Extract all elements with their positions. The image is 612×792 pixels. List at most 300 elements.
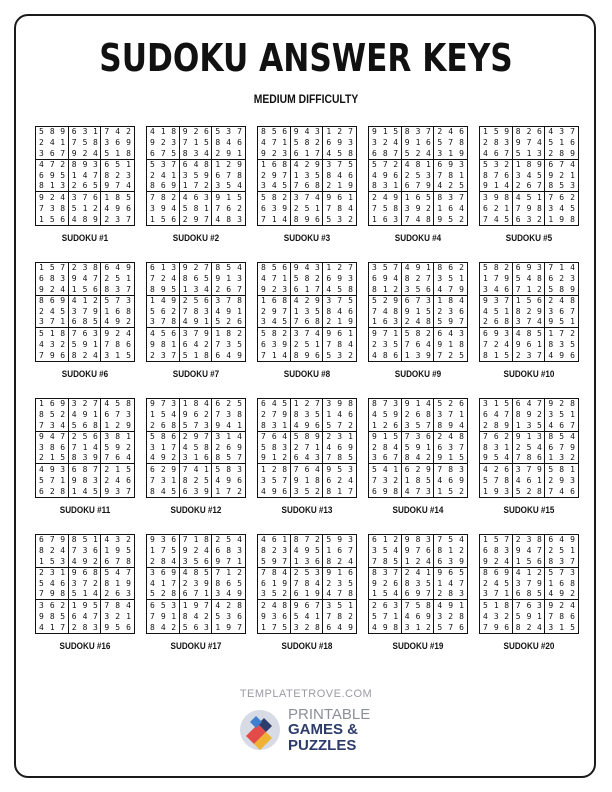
sudoku-cell: 2 — [261, 410, 266, 420]
sudoku-cell: 8 — [150, 622, 155, 632]
sudoku-cell: 8 — [483, 170, 488, 180]
sudoku-cell: 2 — [112, 421, 123, 432]
sudoku-cell: 2 — [226, 600, 232, 610]
sudoku-cell: 8 — [39, 296, 44, 306]
sudoku-cell: 2 — [169, 622, 180, 633]
sudoku-cell: 6 — [372, 486, 377, 496]
sudoku-cell: 6 — [82, 568, 88, 578]
sudoku-cell: 6 — [280, 263, 291, 274]
sudoku-cell: 3 — [215, 432, 221, 442]
sudoku-cell: 3 — [348, 138, 353, 148]
sudoku-cell: 6 — [570, 611, 575, 621]
sudoku-cell: 4 — [201, 546, 212, 557]
sudoku-cell: 5 — [437, 138, 443, 148]
sudoku-cell: 7 — [215, 568, 221, 578]
sudoku-cell: 2 — [271, 546, 277, 556]
sudoku-cell: 1 — [104, 192, 110, 202]
sudoku-cell: 3 — [90, 475, 101, 486]
sudoku-cell: 1 — [169, 339, 180, 350]
sudoku-cell: 7 — [348, 486, 353, 496]
sudoku-cell: 3 — [104, 138, 110, 148]
sudoku-cell: 6 — [459, 306, 464, 316]
sudoku-cell: 8 — [182, 611, 188, 621]
sudoku-cell: 5 — [448, 486, 454, 496]
sudoku-cell: 7 — [448, 138, 454, 148]
sudoku-cell: 8 — [160, 192, 166, 202]
sudoku-cell: 4 — [271, 399, 277, 409]
sudoku-label: SUDOKU #7 — [172, 369, 220, 379]
sudoku-cell: 3 — [36, 317, 47, 328]
sudoku-cell: 5 — [391, 432, 402, 443]
sudoku-cell: 2 — [226, 160, 232, 170]
sudoku-cell: 8 — [193, 399, 199, 409]
sudoku-cell: 6 — [39, 535, 44, 545]
sudoku-cell: 4 — [215, 475, 221, 485]
sudoku-cell: 7 — [71, 442, 77, 452]
sudoku-cell: 7 — [483, 339, 488, 349]
sudoku-cell: 8 — [493, 138, 499, 148]
sudoku-grid — [146, 262, 246, 362]
sudoku-cell: 7 — [71, 546, 77, 556]
sudoku-cell: 7 — [437, 170, 443, 180]
sudoku-cell: 3 — [58, 274, 69, 285]
sudoku-cell: 1 — [126, 274, 131, 284]
sudoku-cell: 2 — [323, 317, 334, 328]
sudoku-cell: 7 — [534, 181, 545, 192]
sudoku-cell: 6 — [80, 421, 91, 432]
sudoku-cell: 8 — [90, 421, 101, 432]
sudoku-cell: 4 — [434, 181, 445, 192]
sudoku-cell: 5 — [261, 442, 266, 452]
sudoku-cell: 6 — [483, 328, 488, 338]
sudoku-cell: 7 — [49, 160, 55, 170]
sudoku-cell: 5 — [556, 317, 567, 328]
sudoku-cell: 3 — [193, 578, 199, 588]
sudoku-cell: 8 — [515, 622, 521, 632]
sudoku-cell: 5 — [58, 171, 69, 182]
sudoku-cell: 5 — [115, 622, 121, 632]
sudoku-cell: 8 — [237, 410, 242, 420]
sudoku-cell: 6 — [415, 611, 421, 621]
sudoku-cell: 5 — [456, 181, 467, 192]
sudoku-cell: 7 — [372, 475, 377, 485]
sudoku-cell: 8 — [415, 475, 421, 485]
sudoku-cell: 1 — [191, 453, 202, 464]
sudoku-cell: 6 — [526, 339, 532, 349]
sudoku-cell: 4 — [491, 285, 502, 296]
sudoku-cell: 1 — [548, 214, 554, 224]
sudoku-cell: 5 — [404, 328, 410, 338]
sudoku-cell: 6 — [39, 486, 44, 496]
sudoku-cell: 6 — [169, 214, 180, 225]
sudoku-cell: 6 — [502, 622, 513, 633]
sudoku-cell: 5 — [372, 296, 377, 306]
sudoku-cell: 1 — [150, 296, 155, 306]
sudoku-cell: 7 — [567, 557, 578, 568]
sudoku-cell: 1 — [337, 568, 343, 578]
sudoku-cell: 3 — [502, 486, 513, 497]
sudoku-cell: 1 — [237, 306, 242, 316]
sudoku-cell: 7 — [326, 339, 332, 349]
sudoku-cell: 1 — [193, 535, 199, 545]
sudoku-cell: 6 — [524, 181, 535, 192]
sudoku-cell: 9 — [293, 263, 299, 273]
sudoku-cell: 9 — [258, 285, 269, 296]
sudoku-cell: 8 — [345, 589, 356, 600]
sudoku-cell: 5 — [334, 285, 345, 296]
sudoku-cell: 5 — [304, 486, 310, 496]
sudoku-cell: 6 — [82, 328, 88, 338]
sudoku-cell: 2 — [293, 339, 299, 349]
sudoku-cell: 5 — [456, 453, 467, 464]
sudoku-cell: 7 — [261, 350, 266, 360]
sudoku-cell: 4 — [423, 149, 434, 160]
sudoku-cell: 2 — [280, 453, 291, 464]
sudoku-cell: 9 — [480, 453, 491, 464]
sudoku-cell: 6 — [215, 546, 221, 556]
sudoku-cell: 2 — [448, 350, 454, 360]
sudoku-cell: 9 — [150, 399, 155, 409]
sudoku-cell: 7 — [382, 328, 388, 338]
sudoku-cell: 1 — [69, 285, 80, 296]
sudoku-cell: 3 — [36, 149, 47, 160]
sudoku-cell: 8 — [382, 350, 388, 360]
sudoku-cell: 3 — [372, 138, 377, 148]
sudoku-cell: 9 — [201, 328, 212, 339]
sudoku-cell: 9 — [326, 328, 332, 338]
sudoku-cell: 9 — [493, 192, 499, 202]
sudoku-cell: 3 — [548, 306, 554, 316]
sudoku-cell: 6 — [437, 160, 443, 170]
sudoku-cell: 1 — [215, 160, 221, 170]
sudoku-cell: 3 — [548, 410, 554, 420]
sudoku-cell: 2 — [480, 317, 491, 328]
sudoku-cell: 2 — [534, 410, 545, 421]
puzzle-piece-icon — [236, 706, 284, 754]
sudoku-cell: 1 — [49, 622, 55, 632]
sudoku-puzzle — [368, 534, 468, 651]
sudoku-cell: 1 — [160, 578, 166, 588]
sudoku-cell: 8 — [280, 600, 291, 611]
sudoku-cell: 9 — [567, 149, 578, 160]
sudoku-cell: 3 — [293, 328, 299, 338]
sudoku-cell: 1 — [234, 149, 245, 160]
sudoku-cell: 1 — [201, 464, 212, 475]
sudoku-cell: 4 — [280, 350, 291, 361]
sudoku-cell: 2 — [423, 203, 434, 214]
sudoku-cell: 6 — [515, 214, 521, 224]
sudoku-cell: 6 — [158, 421, 169, 432]
sudoku-cell: 9 — [280, 410, 291, 421]
sudoku-cell: 4 — [413, 317, 424, 328]
sudoku-cell: 4 — [115, 263, 121, 273]
sudoku-cell: 6 — [69, 317, 80, 328]
sudoku-cell: 6 — [226, 203, 232, 213]
sudoku-cell: 3 — [459, 464, 464, 474]
sudoku-cell: 6 — [337, 328, 343, 338]
sudoku-cell: 4 — [101, 317, 112, 328]
sudoku-cell: 5 — [423, 307, 434, 318]
sudoku-cell: 4 — [526, 546, 532, 556]
sudoku-cell: 5 — [169, 149, 180, 160]
sudoku-cell: 2 — [448, 399, 454, 409]
sudoku-cell: 5 — [49, 263, 55, 273]
sudoku-cell: 2 — [58, 339, 69, 350]
sudoku-cell: 1 — [104, 306, 110, 316]
sudoku-cell: 2 — [261, 170, 266, 180]
sudoku-cell: 6 — [348, 306, 353, 316]
sudoku-cell: 2 — [413, 149, 424, 160]
sudoku-cell: 8 — [493, 546, 499, 556]
logo-text-games: GAMES & — [288, 721, 359, 738]
sudoku-cell: 6 — [491, 317, 502, 328]
sudoku-cell: 2 — [337, 263, 343, 273]
sudoku-cell: 6 — [304, 464, 310, 474]
sudoku-cell: 4 — [391, 589, 402, 600]
sudoku-cell: 7 — [312, 600, 323, 611]
sudoku-cell: 5 — [293, 432, 299, 442]
sudoku-cell: 6 — [570, 486, 575, 496]
sudoku-cell: 2 — [150, 350, 155, 360]
sudoku-cell: 2 — [515, 535, 521, 545]
sudoku-cell: 7 — [515, 203, 521, 213]
sudoku-cell: 6 — [58, 214, 69, 225]
sudoku-cell: 2 — [437, 127, 443, 137]
sudoku-cell: 5 — [160, 600, 166, 610]
sudoku-cell: 5 — [293, 138, 299, 148]
sudoku-cell: 8 — [423, 600, 434, 611]
sudoku-cell: 7 — [182, 306, 188, 316]
sudoku-cell: 6 — [534, 453, 545, 464]
sudoku-cell: 5 — [534, 171, 545, 182]
sudoku-cell: 8 — [36, 181, 47, 192]
sudoku-cell: 8 — [515, 127, 521, 137]
sudoku-cell: 2 — [483, 578, 488, 588]
sudoku-cell: 4 — [312, 464, 323, 475]
sudoku-cell: 1 — [437, 296, 443, 306]
sudoku-cell: 9 — [404, 306, 410, 316]
sudoku-cell: 4 — [169, 410, 180, 421]
sudoku-cell: 6 — [71, 127, 77, 137]
sudoku-cell: 6 — [372, 535, 377, 545]
sudoku-cell: 3 — [302, 557, 313, 568]
sudoku-cell: 5 — [402, 149, 413, 160]
sudoku-cell: 7 — [261, 568, 266, 578]
sudoku-cell: 3 — [258, 589, 269, 600]
sudoku-cell: 6 — [193, 192, 199, 202]
sudoku-cell: 4 — [534, 317, 545, 328]
sudoku-cell: 6 — [201, 453, 212, 464]
sudoku-cell: 3 — [258, 317, 269, 328]
sudoku-cell: 7 — [82, 306, 88, 316]
sudoku-cell: 1 — [380, 285, 391, 296]
sudoku-cell: 6 — [169, 535, 180, 546]
sudoku-cell: 9 — [82, 160, 88, 170]
sudoku-cell: 8 — [459, 339, 464, 349]
sudoku-cell: 5 — [58, 453, 69, 464]
sudoku-cell: 3 — [201, 622, 212, 633]
sudoku-cell: 9 — [201, 171, 212, 182]
sudoku-cell: 2 — [226, 399, 232, 409]
sudoku-cell: 5 — [304, 203, 310, 213]
sudoku-cell: 7 — [304, 192, 310, 202]
sudoku-cell: 6 — [326, 622, 332, 632]
sudoku-cell: 3 — [515, 464, 521, 474]
sudoku-cell: 4 — [223, 589, 234, 600]
sudoku-cell: 5 — [39, 328, 44, 338]
sudoku-cell: 6 — [280, 611, 291, 622]
sudoku-cell: 2 — [193, 263, 199, 273]
sudoku-cell: 2 — [423, 453, 434, 464]
sudoku-cell: 5 — [90, 181, 101, 192]
sudoku-puzzle — [257, 262, 357, 379]
sudoku-cell: 9 — [437, 339, 443, 349]
sudoku-cell: 1 — [445, 149, 456, 160]
sudoku-cell: 4 — [515, 475, 521, 485]
sudoku-cell: 9 — [215, 192, 221, 202]
sudoku-cell: 6 — [58, 579, 69, 590]
sudoku-cell: 6 — [559, 578, 565, 588]
sudoku-cell: 2 — [115, 328, 121, 338]
sudoku-cell: 9 — [502, 127, 513, 138]
sudoku-cell: 6 — [515, 263, 521, 273]
sudoku-cell: 8 — [548, 432, 554, 442]
sudoku-cell: 9 — [526, 203, 532, 213]
sudoku-cell: 1 — [534, 339, 545, 350]
sudoku-cell: 3 — [191, 149, 202, 160]
sudoku-cell: 3 — [150, 203, 155, 213]
sudoku-cell: 9 — [82, 600, 88, 610]
sudoku-cell: 8 — [126, 399, 131, 409]
sudoku-cell: 2 — [71, 432, 77, 442]
sudoku-cell: 1 — [71, 170, 77, 180]
sudoku-cell: 3 — [312, 127, 323, 138]
sudoku-cell: 1 — [423, 263, 434, 274]
sudoku-cell: 9 — [548, 600, 554, 610]
sudoku-cell: 3 — [90, 622, 101, 633]
sudoku-cell: 6 — [337, 192, 343, 202]
sudoku-cell: 4 — [391, 546, 402, 557]
sudoku-cell: 2 — [526, 127, 532, 137]
sudoku-cell: 5 — [226, 263, 232, 273]
sudoku-cell: 6 — [312, 557, 323, 568]
sudoku-cell: 7 — [382, 399, 388, 409]
sudoku-cell: 6 — [391, 350, 402, 361]
sudoku-cell: 1 — [201, 203, 212, 214]
sudoku-cell: 2 — [437, 432, 443, 442]
sudoku-cell: 2 — [71, 622, 77, 632]
sudoku-cell: 9 — [269, 557, 280, 568]
sudoku-cell: 9 — [445, 317, 456, 328]
sudoku-cell: 4 — [180, 317, 191, 328]
sudoku-cell: 8 — [215, 578, 221, 588]
sudoku-cell: 9 — [570, 442, 575, 452]
sudoku-cell: 8 — [261, 263, 266, 273]
sudoku-cell: 7 — [326, 203, 332, 213]
sudoku-cell: 5 — [237, 339, 242, 349]
sudoku-cell: 4 — [82, 611, 88, 621]
sudoku-cell: 8 — [526, 160, 532, 170]
sudoku-cell: 3 — [226, 410, 232, 420]
sudoku-cell: 2 — [570, 192, 575, 202]
sudoku-cell: 5 — [258, 557, 269, 568]
sudoku-cell: 5 — [80, 285, 91, 296]
sudoku-cell: 3 — [415, 350, 421, 360]
sudoku-cell: 3 — [47, 421, 58, 432]
sudoku-cell: 1 — [115, 464, 121, 474]
sudoku-label: SUDOKU #16 — [59, 641, 111, 651]
sudoku-cell: 8 — [404, 127, 410, 137]
sudoku-cell: 3 — [293, 622, 299, 632]
sudoku-cell: 5 — [69, 589, 80, 600]
sudoku-cell: 3 — [526, 350, 532, 360]
sudoku-cell: 4 — [448, 578, 454, 588]
sudoku-cell: 4 — [480, 149, 491, 160]
sudoku-cell: 3 — [112, 285, 123, 296]
sudoku-cell: 1 — [423, 160, 434, 171]
sudoku-cell: 4 — [502, 339, 513, 350]
sudoku-cell: 1 — [526, 432, 532, 442]
sudoku-cell: 4 — [39, 339, 44, 349]
sudoku-cell: 7 — [567, 421, 578, 432]
sudoku-puzzle — [368, 262, 468, 379]
sudoku-cell: 7 — [312, 149, 323, 160]
sudoku-cell: 8 — [312, 181, 323, 192]
sudoku-cell: 4 — [169, 203, 180, 214]
sudoku-cell: 5 — [570, 203, 575, 213]
sudoku-cell: 6 — [215, 170, 221, 180]
sudoku-cell: 3 — [402, 285, 413, 296]
sudoku-cell: 5 — [49, 410, 55, 420]
sudoku-cell: 5 — [82, 138, 88, 148]
sudoku-cell: 6 — [201, 296, 212, 307]
sudoku-cell: 6 — [150, 600, 155, 610]
sudoku-cell: 6 — [302, 181, 313, 192]
sudoku-cell: 4 — [548, 127, 554, 137]
sudoku-cell: 5 — [415, 600, 421, 610]
sudoku-cell: 2 — [182, 296, 188, 306]
sudoku-cell: 9 — [201, 579, 212, 590]
sudoku-cell: 8 — [280, 464, 291, 475]
sudoku-cell: 3 — [271, 203, 277, 213]
sudoku-cell: 3 — [437, 410, 443, 420]
sudoku-cell: 5 — [348, 160, 353, 170]
sudoku-cell: 7 — [334, 421, 345, 432]
sudoku-cell: 2 — [326, 432, 332, 442]
sudoku-cell: 5 — [326, 350, 332, 360]
sudoku-cell: 5 — [90, 486, 101, 497]
sudoku-cell: 2 — [126, 535, 131, 545]
sudoku-cell: 7 — [215, 410, 221, 420]
sudoku-cell: 1 — [293, 306, 299, 316]
sudoku-cell: 8 — [345, 149, 356, 160]
sudoku-cell: 7 — [158, 149, 169, 160]
sudoku-cell: 6 — [515, 399, 521, 409]
sudoku-cell: 2 — [293, 442, 299, 452]
sudoku-label: SUDOKU #12 — [170, 505, 222, 515]
sudoku-cell: 9 — [415, 263, 421, 273]
sudoku-cell: 1 — [182, 399, 188, 409]
sudoku-cell: 2 — [372, 600, 377, 610]
sudoku-cell: 7 — [201, 432, 212, 443]
sudoku-cell: 3 — [548, 203, 554, 213]
sudoku-cell: 7 — [201, 214, 212, 225]
sudoku-cell: 7 — [158, 317, 169, 328]
sudoku-cell: 3 — [448, 192, 454, 202]
sudoku-cell: 5 — [169, 486, 180, 497]
sudoku-cell: 6 — [126, 339, 131, 349]
sudoku-cell: 6 — [483, 410, 488, 420]
